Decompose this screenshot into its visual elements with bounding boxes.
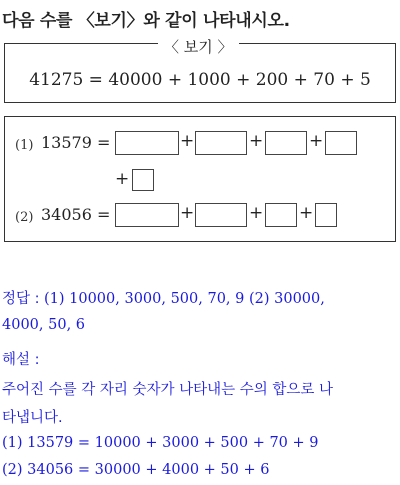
answer-blank-2-3[interactable] [265,203,297,227]
plus-sign: + [249,131,264,151]
answer-blank-2-2[interactable] [195,203,247,227]
solution-2: (2) 34056 = 30000 + 4000 + 50 + 6 [2,462,270,478]
problem-1-number: (1) [15,138,34,153]
answer-values-1: (1) 10000, 3000, 500, 70, 9 (2) 30000, [43,291,325,307]
answer-label: 정답 : [2,291,40,307]
answer-blank-2-1[interactable] [115,203,179,227]
example-label: 〈 보기 〉 [158,36,239,57]
explanation-text-2: 타냅니다. [2,410,63,426]
answer-blank-1-5[interactable] [132,169,154,191]
answer-blank-2-4[interactable] [315,203,337,227]
problem-1-lhs: 13579 = [41,133,111,152]
plus-sign: + [180,203,195,223]
example-expression: 41275 = 40000 + 1000 + 200 + 70 + 5 [29,70,371,90]
plus-sign: + [180,131,195,151]
answer-blank-1-1[interactable] [115,131,179,155]
answer-blank-1-2[interactable] [195,131,247,155]
answer-blank-1-3[interactable] [265,131,307,155]
problem-2-number: (2) [15,210,34,225]
answer-line-1 [2,287,325,308]
answer-values-2: 4000, 50, 6 [2,317,86,333]
problem-2-lhs: 34056 = [41,205,111,224]
problem-box [4,116,396,242]
plus-sign: + [309,131,324,151]
answer-blank-1-4[interactable] [325,131,357,155]
explanation-label: 해설 : [2,352,40,368]
plus-sign: + [115,169,130,189]
plus-sign: + [249,203,264,223]
plus-sign: + [299,203,314,223]
solution-1: (1) 13579 = 10000 + 3000 + 500 + 70 + 9 [2,435,319,451]
question-title: 다음 수를 〈보기〉와 같이 나타내시오. [2,11,290,31]
explanation-text-1: 주어진 수를 각 자리 숫자가 나타내는 수의 합으로 나 [2,382,334,398]
